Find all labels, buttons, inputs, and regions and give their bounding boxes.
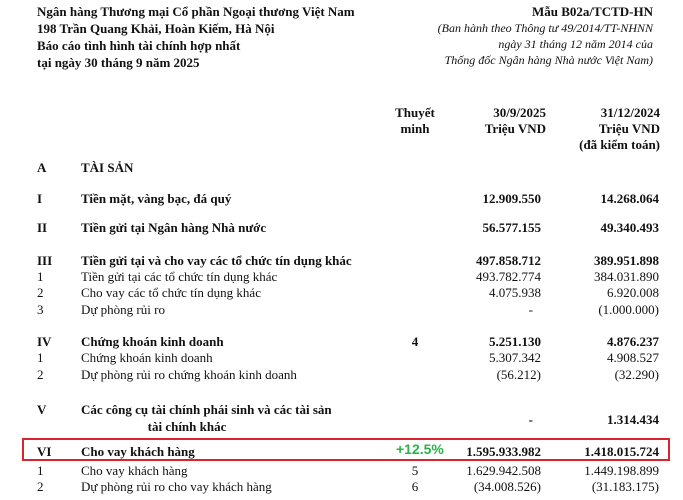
growth-badge: +12.5% <box>396 441 444 457</box>
col2-header-date: 31/12/2024 <box>600 105 660 120</box>
col2-header <box>560 105 660 153</box>
row-value-2024: 4.908.527 <box>607 350 659 365</box>
note-header-line-1: Thuyết <box>395 105 435 120</box>
row-value-2025: (56.212) <box>496 367 541 382</box>
row-label: Chứng khoán kinh doanh <box>81 334 224 349</box>
row-value-2024: (31.183.175) <box>591 479 659 494</box>
row-value-2025: 1.629.942.508 <box>466 463 541 478</box>
row-label: Cho vay khách hàng <box>81 463 188 478</box>
row-value-2025: 5.307.342 <box>489 350 541 365</box>
row-label: Tiền gửi tại Ngân hàng Nhà nước <box>81 220 267 235</box>
report-date: tại ngày 30 tháng 9 năm 2025 <box>37 55 200 70</box>
row-code: II <box>37 220 48 235</box>
report-title: Báo cáo tình hình tài chính hợp nhất <box>37 38 241 53</box>
row-label: Cho vay khách hàng <box>81 444 195 459</box>
row-label: Cho vay các tổ chức tín dụng khác <box>81 285 261 300</box>
row-code: 2 <box>37 285 44 300</box>
row-code: 1 <box>37 269 44 284</box>
table-row <box>0 302 683 320</box>
row-code: III <box>37 253 53 268</box>
row-value-2025: 1.595.933.982 <box>466 444 541 459</box>
issued-line-1: (Ban hành theo Thông tư 49/2014/TT-NHNN <box>437 21 653 35</box>
row-value-2024: 6.920.008 <box>607 285 659 300</box>
row-code: V <box>37 402 47 417</box>
row-label: Dự phòng rủi ro chứng khoán kinh doanh <box>81 367 297 382</box>
row-value-2025: 4.075.938 <box>489 285 541 300</box>
row-note: 5 <box>411 463 419 478</box>
row-value-2024: 384.031.890 <box>594 269 659 284</box>
row-note: 4 <box>411 334 419 349</box>
note-header-line-2: minh <box>400 121 430 136</box>
col2-header-audited: (đã kiểm toán) <box>579 137 660 152</box>
row-value-2025: 12.909.550 <box>482 191 541 206</box>
row-code: 2 <box>37 479 44 494</box>
section-label: TÀI SẢN <box>81 160 134 175</box>
row-code: IV <box>37 334 52 349</box>
row-value-2025: - <box>528 412 533 427</box>
row-value-2024: 14.268.064 <box>600 191 659 206</box>
issued-line-3: Thống đốc Ngân hàng Nhà nước Việt Nam) <box>444 53 653 67</box>
row-value-2025: 497.858.712 <box>476 253 541 268</box>
row-label: Chứng khoán kinh doanh <box>81 350 213 365</box>
table-row <box>0 479 683 497</box>
row-note: 6 <box>411 479 419 494</box>
row-value-2024: 1.418.015.724 <box>584 444 659 459</box>
bank-address: 198 Trần Quang Khải, Hoàn Kiếm, Hà Nội <box>37 21 275 36</box>
row-value-2025: 493.782.774 <box>476 269 541 284</box>
col1-header <box>458 105 546 137</box>
table-row-highlighted <box>0 441 683 462</box>
section-row <box>0 160 683 178</box>
table-row <box>0 402 683 436</box>
row-label-line-1: Các công cụ tài chính phái sinh và các tài sản <box>81 402 332 417</box>
row-label: Dự phòng rủi ro <box>81 302 165 317</box>
row-value-2025: (34.008.526) <box>473 479 541 494</box>
row-code: VI <box>37 444 52 459</box>
table-row <box>0 220 683 238</box>
row-label-line-2: tài chính khác <box>147 419 227 434</box>
row-value-2024: 49.340.493 <box>600 220 659 235</box>
row-value-2024: 389.951.898 <box>594 253 659 268</box>
section-code: A <box>37 160 47 175</box>
table-row <box>0 350 683 368</box>
row-value-2024: 1.314.434 <box>607 412 659 427</box>
form-code: Mẫu B02a/TCTD-HN <box>532 4 653 19</box>
row-label: Tiền mặt, vàng bạc, đá quý <box>81 191 232 206</box>
row-value-2024: (1.000.000) <box>598 302 659 317</box>
table-row <box>0 285 683 303</box>
row-code: 2 <box>37 367 44 382</box>
table-row <box>0 191 683 209</box>
note-column-header <box>388 105 442 137</box>
col1-header-date: 30/9/2025 <box>493 105 546 120</box>
issued-line-2: ngày 31 tháng 12 năm 2014 của <box>498 37 653 51</box>
row-label: Dự phòng rủi ro cho vay khách hàng <box>81 479 272 494</box>
row-code: 1 <box>37 350 44 365</box>
row-code: I <box>37 191 43 206</box>
bank-name: Ngân hàng Thương mại Cổ phần Ngoại thương Việt Nam <box>37 4 355 19</box>
col2-header-unit: Triệu VND <box>598 121 660 136</box>
row-label: Tiền gửi tại và cho vay các tổ chức tín dụng khác <box>81 253 352 268</box>
col1-header-unit: Triệu VND <box>484 121 546 136</box>
row-value-2024: (32.290) <box>614 367 659 382</box>
row-label: Tiền gửi tại các tổ chức tín dụng khác <box>81 269 278 284</box>
row-value-2024: 1.449.198.899 <box>584 463 659 478</box>
row-value-2025: 5.251.130 <box>489 334 541 349</box>
row-code: 1 <box>37 463 44 478</box>
row-value-2024: 4.876.237 <box>607 334 659 349</box>
row-code: 3 <box>37 302 44 317</box>
table-row <box>0 367 683 385</box>
row-value-2025: - <box>528 302 533 317</box>
row-value-2025: 56.577.155 <box>482 220 541 235</box>
